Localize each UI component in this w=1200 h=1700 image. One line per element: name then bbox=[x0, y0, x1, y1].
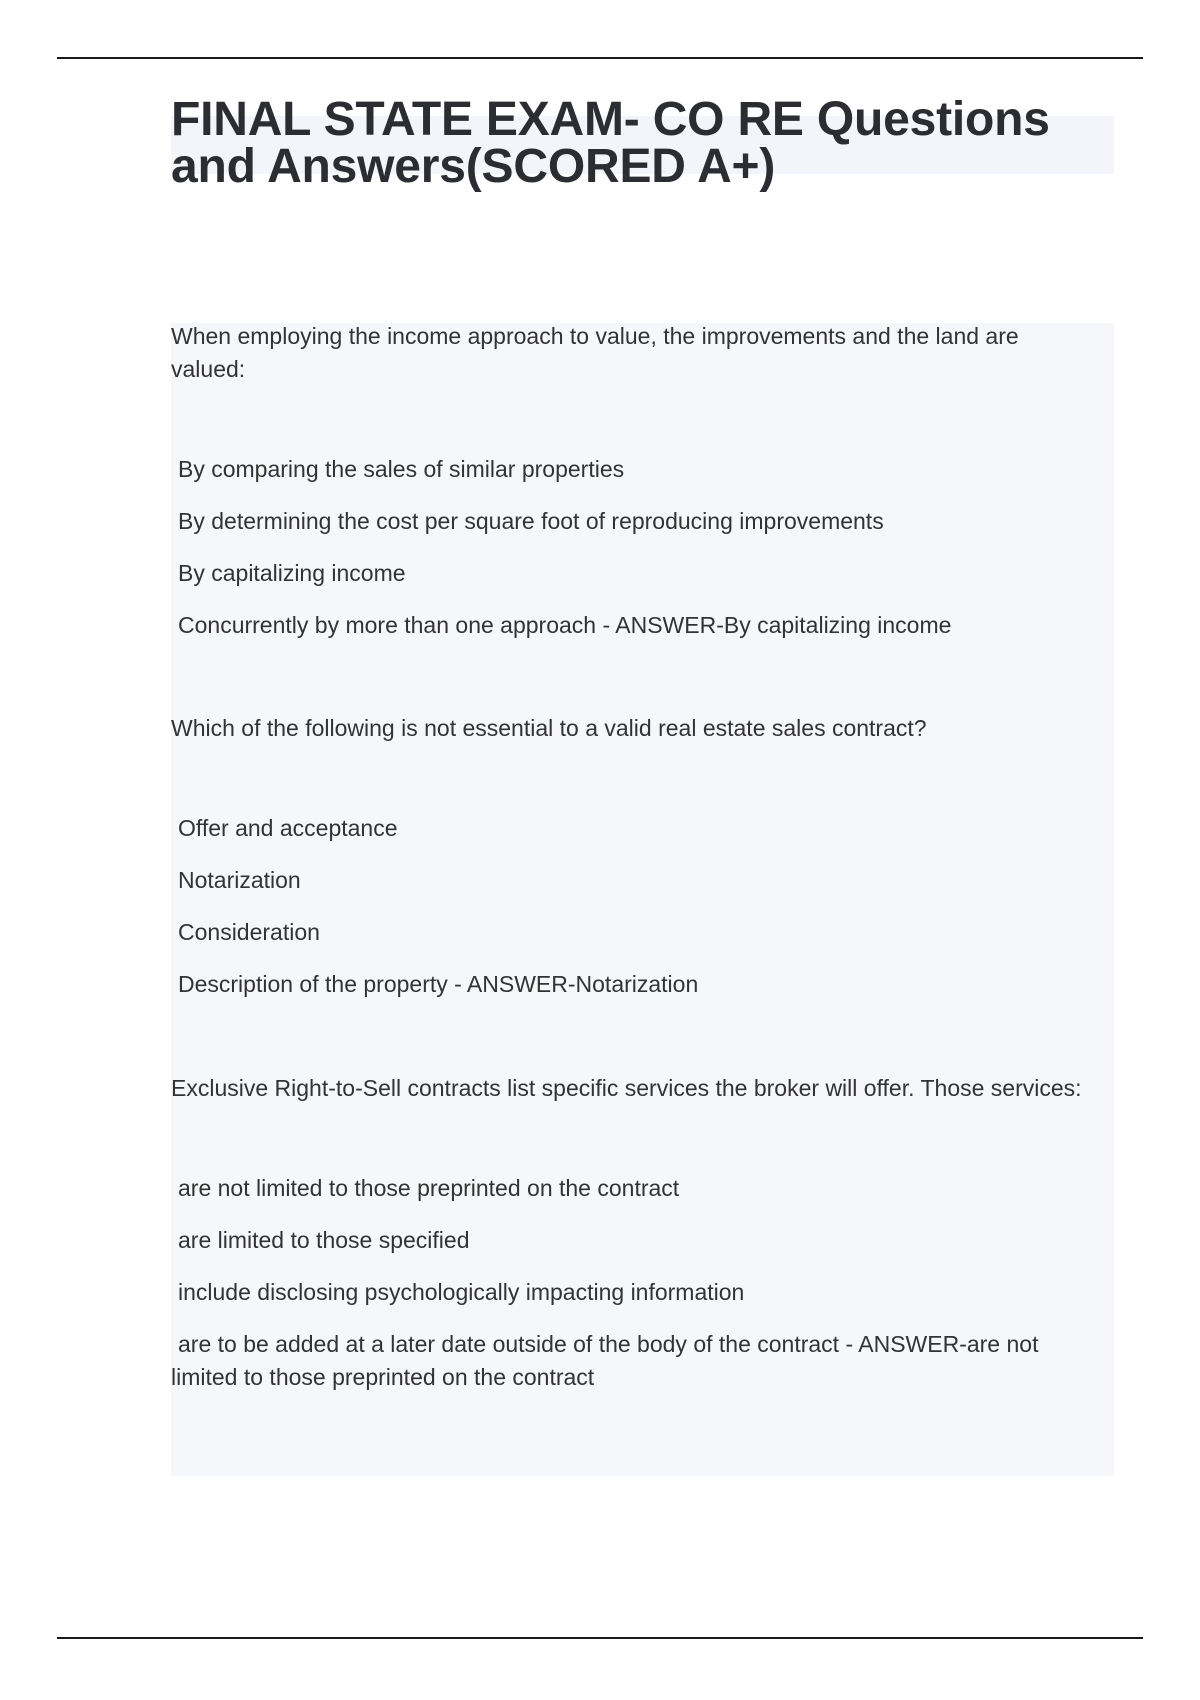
option-list bbox=[171, 453, 1091, 642]
option-item: Notarization bbox=[178, 867, 301, 893]
option-item-answer: Description of the property - ANSWER-Notarization bbox=[178, 971, 699, 997]
option-item: are limited to those specified bbox=[178, 1227, 470, 1253]
question-block-3 bbox=[171, 1072, 1091, 1394]
document-title: FINAL STATE EXAM- CO RE Questions and Answers(SCORED A+) bbox=[171, 93, 1050, 194]
question-block-1 bbox=[171, 320, 1091, 642]
option-list bbox=[171, 1172, 1091, 1394]
option-item-answer: are to be added at a later date outside of the body of the contract - ANSWER-are not limited to those preprinted on the contract bbox=[171, 1331, 1039, 1390]
bottom-divider bbox=[57, 1637, 1143, 1639]
question-text: When employing the income approach to value, the improvements and the land are valued: bbox=[171, 323, 1019, 382]
option-item: include disclosing psychologically impacting information bbox=[178, 1279, 745, 1305]
option-item: By capitalizing income bbox=[178, 560, 406, 586]
option-item: Offer and acceptance bbox=[178, 815, 398, 841]
question-text: Exclusive Right-to-Sell contracts list specific services the broker will offer. Those services: bbox=[171, 1075, 1082, 1101]
question-block-2 bbox=[171, 712, 1091, 1001]
option-item: are not limited to those preprinted on the contract bbox=[178, 1175, 680, 1201]
option-item-answer: Concurrently by more than one approach - ANSWER-By capitalizing income bbox=[178, 612, 952, 638]
question-text: Which of the following is not essential to a valid real estate sales contract? bbox=[171, 715, 927, 741]
option-item: Consideration bbox=[178, 919, 320, 945]
option-list bbox=[171, 812, 1091, 1001]
top-divider bbox=[57, 57, 1143, 59]
option-item: By comparing the sales of similar properties bbox=[178, 456, 625, 482]
option-item: By determining the cost per square foot of reproducing improvements bbox=[178, 508, 884, 534]
